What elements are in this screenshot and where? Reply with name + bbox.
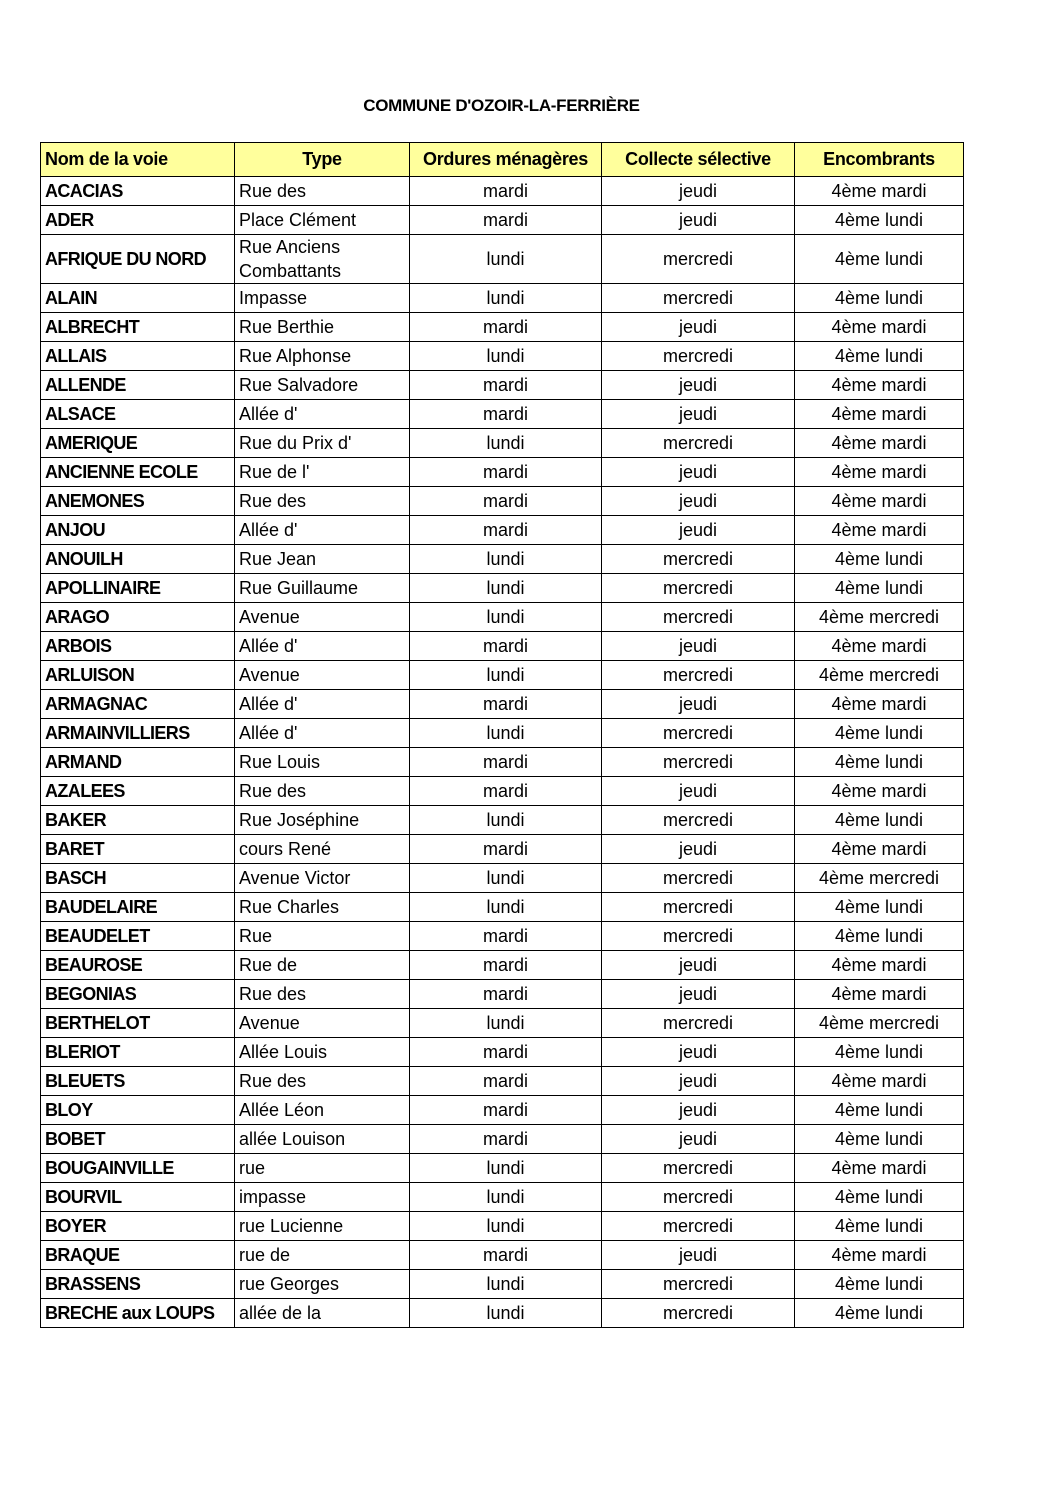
cell-ordures: mardi [410, 632, 602, 661]
cell-name: BARET [41, 835, 235, 864]
table-row [41, 400, 964, 429]
cell-name: ACACIAS [41, 177, 235, 206]
cell-encombrants: 4ème mercredi [795, 1009, 964, 1038]
cell-type: Allée Léon [235, 1096, 410, 1125]
cell-name: BLOY [41, 1096, 235, 1125]
cell-type: Allée d' [235, 719, 410, 748]
cell-collecte: jeudi [602, 632, 795, 661]
cell-encombrants: 4ème mercredi [795, 603, 964, 632]
cell-collecte: jeudi [602, 835, 795, 864]
cell-encombrants: 4ème mardi [795, 1154, 964, 1183]
header-ordures: Ordures ménagères [410, 143, 602, 177]
cell-encombrants: 4ème mardi [795, 951, 964, 980]
cell-encombrants: 4ème lundi [795, 748, 964, 777]
cell-collecte: mercredi [602, 1183, 795, 1212]
cell-ordures: lundi [410, 1299, 602, 1328]
cell-name: APOLLINAIRE [41, 574, 235, 603]
cell-encombrants: 4ème lundi [795, 719, 964, 748]
cell-type: rue de [235, 1241, 410, 1270]
table-row [41, 284, 964, 313]
cell-type: Rue Charles [235, 893, 410, 922]
cell-collecte: jeudi [602, 1241, 795, 1270]
cell-name: BASCH [41, 864, 235, 893]
table-row [41, 1241, 964, 1270]
cell-ordures: mardi [410, 1038, 602, 1067]
cell-name: ALBRECHT [41, 313, 235, 342]
cell-type: Rue de l' [235, 458, 410, 487]
cell-type: Avenue [235, 661, 410, 690]
cell-type: cours René [235, 835, 410, 864]
cell-collecte: mercredi [602, 284, 795, 313]
cell-ordures: lundi [410, 429, 602, 458]
cell-type: Rue Joséphine [235, 806, 410, 835]
cell-name: ARLUISON [41, 661, 235, 690]
cell-encombrants: 4ème lundi [795, 1183, 964, 1212]
cell-ordures: mardi [410, 371, 602, 400]
cell-encombrants: 4ème lundi [795, 206, 964, 235]
header-encombrants: Encombrants [795, 143, 964, 177]
cell-ordures: lundi [410, 1270, 602, 1299]
cell-collecte: jeudi [602, 980, 795, 1009]
cell-name: ALSACE [41, 400, 235, 429]
cell-name: BOUGAINVILLE [41, 1154, 235, 1183]
cell-name: BOBET [41, 1125, 235, 1154]
cell-type: Rue [235, 922, 410, 951]
cell-encombrants: 4ème lundi [795, 893, 964, 922]
cell-collecte: jeudi [602, 1038, 795, 1067]
cell-type: Rue Alphonse [235, 342, 410, 371]
cell-encombrants: 4ème lundi [795, 342, 964, 371]
cell-collecte: jeudi [602, 516, 795, 545]
cell-collecte: mercredi [602, 603, 795, 632]
table-row [41, 1299, 964, 1328]
table-row [41, 458, 964, 487]
cell-encombrants: 4ème mardi [795, 690, 964, 719]
cell-collecte: mercredi [602, 719, 795, 748]
cell-ordures: mardi [410, 922, 602, 951]
cell-ordures: mardi [410, 458, 602, 487]
cell-encombrants: 4ème mardi [795, 177, 964, 206]
cell-collecte: jeudi [602, 1096, 795, 1125]
cell-ordures: lundi [410, 574, 602, 603]
cell-collecte: mercredi [602, 1270, 795, 1299]
cell-collecte: jeudi [602, 400, 795, 429]
cell-name: ARMAINVILLIERS [41, 719, 235, 748]
table-row [41, 235, 964, 284]
cell-ordures: lundi [410, 342, 602, 371]
cell-ordures: mardi [410, 980, 602, 1009]
cell-collecte: mercredi [602, 1009, 795, 1038]
table-row [41, 1270, 964, 1299]
cell-name: ANEMONES [41, 487, 235, 516]
table-row [41, 1125, 964, 1154]
cell-collecte: mercredi [602, 1212, 795, 1241]
cell-collecte: mercredi [602, 806, 795, 835]
cell-type: rue [235, 1154, 410, 1183]
cell-name: BRAQUE [41, 1241, 235, 1270]
cell-type: Allée d' [235, 690, 410, 719]
cell-collecte: mercredi [602, 864, 795, 893]
cell-ordures: mardi [410, 1067, 602, 1096]
cell-encombrants: 4ème mardi [795, 632, 964, 661]
cell-collecte: mercredi [602, 893, 795, 922]
cell-collecte: mercredi [602, 429, 795, 458]
table-row [41, 545, 964, 574]
cell-name: BEAUDELET [41, 922, 235, 951]
cell-encombrants: 4ème lundi [795, 806, 964, 835]
cell-collecte: jeudi [602, 371, 795, 400]
cell-collecte: jeudi [602, 458, 795, 487]
cell-ordures: mardi [410, 777, 602, 806]
cell-collecte: jeudi [602, 313, 795, 342]
cell-type: Avenue [235, 603, 410, 632]
cell-type: allée de la [235, 1299, 410, 1328]
cell-name: BLERIOT [41, 1038, 235, 1067]
cell-ordures: lundi [410, 1183, 602, 1212]
table-row [41, 922, 964, 951]
table-row [41, 603, 964, 632]
cell-encombrants: 4ème mardi [795, 1067, 964, 1096]
table-row [41, 1212, 964, 1241]
cell-name: ARMAND [41, 748, 235, 777]
cell-ordures: lundi [410, 719, 602, 748]
cell-collecte: jeudi [602, 1125, 795, 1154]
cell-type: Rue du Prix d' [235, 429, 410, 458]
table-row [41, 864, 964, 893]
header-name: Nom de la voie [41, 143, 235, 177]
cell-encombrants: 4ème lundi [795, 1299, 964, 1328]
collection-schedule-table [40, 142, 964, 1328]
cell-encombrants: 4ème mardi [795, 835, 964, 864]
cell-ordures: lundi [410, 235, 602, 284]
cell-collecte: jeudi [602, 206, 795, 235]
table-row [41, 893, 964, 922]
cell-encombrants: 4ème mardi [795, 458, 964, 487]
cell-name: AZALEES [41, 777, 235, 806]
cell-type: Allée d' [235, 632, 410, 661]
cell-encombrants: 4ème lundi [795, 235, 964, 284]
cell-ordures: lundi [410, 1009, 602, 1038]
cell-encombrants: 4ème lundi [795, 1270, 964, 1299]
cell-collecte: mercredi [602, 748, 795, 777]
cell-encombrants: 4ème mardi [795, 487, 964, 516]
cell-encombrants: 4ème mardi [795, 980, 964, 1009]
table-row [41, 429, 964, 458]
cell-collecte: jeudi [602, 951, 795, 980]
document-title: COMMUNE D'OZOIR-LA-FERRIÈRE [363, 96, 640, 115]
cell-name: BAUDELAIRE [41, 893, 235, 922]
cell-type: Rue des [235, 777, 410, 806]
cell-type: Place Clément [235, 206, 410, 235]
table-row [41, 690, 964, 719]
table-row [41, 516, 964, 545]
cell-collecte: mercredi [602, 661, 795, 690]
table-row [41, 1183, 964, 1212]
table-row [41, 574, 964, 603]
table-header-row [41, 143, 964, 177]
cell-collecte: jeudi [602, 177, 795, 206]
cell-ordures: mardi [410, 177, 602, 206]
table-row [41, 313, 964, 342]
cell-ordures: lundi [410, 1212, 602, 1241]
cell-encombrants: 4ème lundi [795, 1212, 964, 1241]
header-collecte: Collecte sélective [602, 143, 795, 177]
cell-encombrants: 4ème mardi [795, 429, 964, 458]
cell-type: Rue Guillaume [235, 574, 410, 603]
cell-name: ALLENDE [41, 371, 235, 400]
cell-type: Allée Louis [235, 1038, 410, 1067]
table-row [41, 1038, 964, 1067]
cell-collecte: mercredi [602, 545, 795, 574]
cell-type: Rue des [235, 1067, 410, 1096]
cell-ordures: mardi [410, 206, 602, 235]
cell-name: ARMAGNAC [41, 690, 235, 719]
cell-collecte: mercredi [602, 922, 795, 951]
cell-name: ALLAIS [41, 342, 235, 371]
cell-collecte: mercredi [602, 1154, 795, 1183]
cell-type: Avenue [235, 1009, 410, 1038]
cell-name: ARAGO [41, 603, 235, 632]
cell-encombrants: 4ème mardi [795, 1241, 964, 1270]
cell-ordures: lundi [410, 545, 602, 574]
cell-collecte: jeudi [602, 690, 795, 719]
table-row [41, 177, 964, 206]
cell-encombrants: 4ème mardi [795, 516, 964, 545]
cell-encombrants: 4ème lundi [795, 284, 964, 313]
cell-type: Avenue Victor [235, 864, 410, 893]
cell-name: ADER [41, 206, 235, 235]
cell-ordures: lundi [410, 893, 602, 922]
cell-type: Impasse [235, 284, 410, 313]
cell-name: BERTHELOT [41, 1009, 235, 1038]
cell-name: BRASSENS [41, 1270, 235, 1299]
cell-encombrants: 4ème lundi [795, 922, 964, 951]
cell-type: allée Louison [235, 1125, 410, 1154]
table-row [41, 1067, 964, 1096]
table-row [41, 342, 964, 371]
cell-name: BOYER [41, 1212, 235, 1241]
cell-ordures: mardi [410, 1241, 602, 1270]
cell-name: BLEUETS [41, 1067, 235, 1096]
cell-name: ANJOU [41, 516, 235, 545]
cell-encombrants: 4ème lundi [795, 1038, 964, 1067]
table-row [41, 1009, 964, 1038]
cell-ordures: mardi [410, 1125, 602, 1154]
cell-encombrants: 4ème lundi [795, 545, 964, 574]
cell-collecte: jeudi [602, 1067, 795, 1096]
cell-type: Rue Anciens Combattants [235, 235, 410, 284]
cell-collecte: mercredi [602, 1299, 795, 1328]
cell-ordures: mardi [410, 400, 602, 429]
cell-name: AFRIQUE DU NORD [41, 235, 235, 284]
cell-ordures: lundi [410, 806, 602, 835]
table-row [41, 835, 964, 864]
table-row [41, 632, 964, 661]
cell-ordures: mardi [410, 516, 602, 545]
cell-encombrants: 4ème lundi [795, 1096, 964, 1125]
cell-name: ANCIENNE ECOLE [41, 458, 235, 487]
cell-ordures: lundi [410, 603, 602, 632]
cell-ordures: lundi [410, 284, 602, 313]
table-row [41, 719, 964, 748]
cell-type: Allée d' [235, 516, 410, 545]
cell-type: Rue des [235, 177, 410, 206]
cell-ordures: lundi [410, 661, 602, 690]
table-row [41, 371, 964, 400]
table-row [41, 777, 964, 806]
cell-name: BEGONIAS [41, 980, 235, 1009]
cell-name: BOURVIL [41, 1183, 235, 1212]
cell-ordures: mardi [410, 313, 602, 342]
table-row [41, 980, 964, 1009]
cell-encombrants: 4ème mercredi [795, 864, 964, 893]
cell-type: Rue Louis [235, 748, 410, 777]
cell-type: Rue des [235, 487, 410, 516]
table-row [41, 206, 964, 235]
cell-type: Rue Jean [235, 545, 410, 574]
cell-collecte: jeudi [602, 777, 795, 806]
cell-name: ANOUILH [41, 545, 235, 574]
cell-ordures: mardi [410, 835, 602, 864]
cell-type: rue Lucienne [235, 1212, 410, 1241]
cell-ordures: mardi [410, 487, 602, 516]
cell-collecte: jeudi [602, 487, 795, 516]
cell-ordures: lundi [410, 864, 602, 893]
cell-encombrants: 4ème mardi [795, 777, 964, 806]
cell-encombrants: 4ème lundi [795, 574, 964, 603]
cell-name: BEAUROSE [41, 951, 235, 980]
cell-type: rue Georges [235, 1270, 410, 1299]
cell-name: BAKER [41, 806, 235, 835]
cell-encombrants: 4ème mercredi [795, 661, 964, 690]
cell-name: AMERIQUE [41, 429, 235, 458]
cell-ordures: mardi [410, 748, 602, 777]
table-row [41, 748, 964, 777]
cell-type: Rue Salvadore [235, 371, 410, 400]
header-type: Type [235, 143, 410, 177]
cell-encombrants: 4ème mardi [795, 371, 964, 400]
table-row [41, 806, 964, 835]
table-row [41, 1154, 964, 1183]
cell-name: ARBOIS [41, 632, 235, 661]
cell-ordures: mardi [410, 690, 602, 719]
cell-collecte: mercredi [602, 574, 795, 603]
table-row [41, 951, 964, 980]
cell-ordures: lundi [410, 1154, 602, 1183]
cell-encombrants: 4ème lundi [795, 1125, 964, 1154]
cell-type: Rue de [235, 951, 410, 980]
cell-type: Rue Berthie [235, 313, 410, 342]
cell-name: BRECHE aux LOUPS [41, 1299, 235, 1328]
cell-ordures: mardi [410, 1096, 602, 1125]
cell-type: impasse [235, 1183, 410, 1212]
cell-encombrants: 4ème mardi [795, 400, 964, 429]
cell-collecte: mercredi [602, 342, 795, 371]
cell-ordures: mardi [410, 951, 602, 980]
table-row [41, 1096, 964, 1125]
table-row [41, 487, 964, 516]
cell-type: Rue des [235, 980, 410, 1009]
cell-type: Allée d' [235, 400, 410, 429]
cell-collecte: mercredi [602, 235, 795, 284]
cell-encombrants: 4ème mardi [795, 313, 964, 342]
cell-name: ALAIN [41, 284, 235, 313]
table-row [41, 661, 964, 690]
